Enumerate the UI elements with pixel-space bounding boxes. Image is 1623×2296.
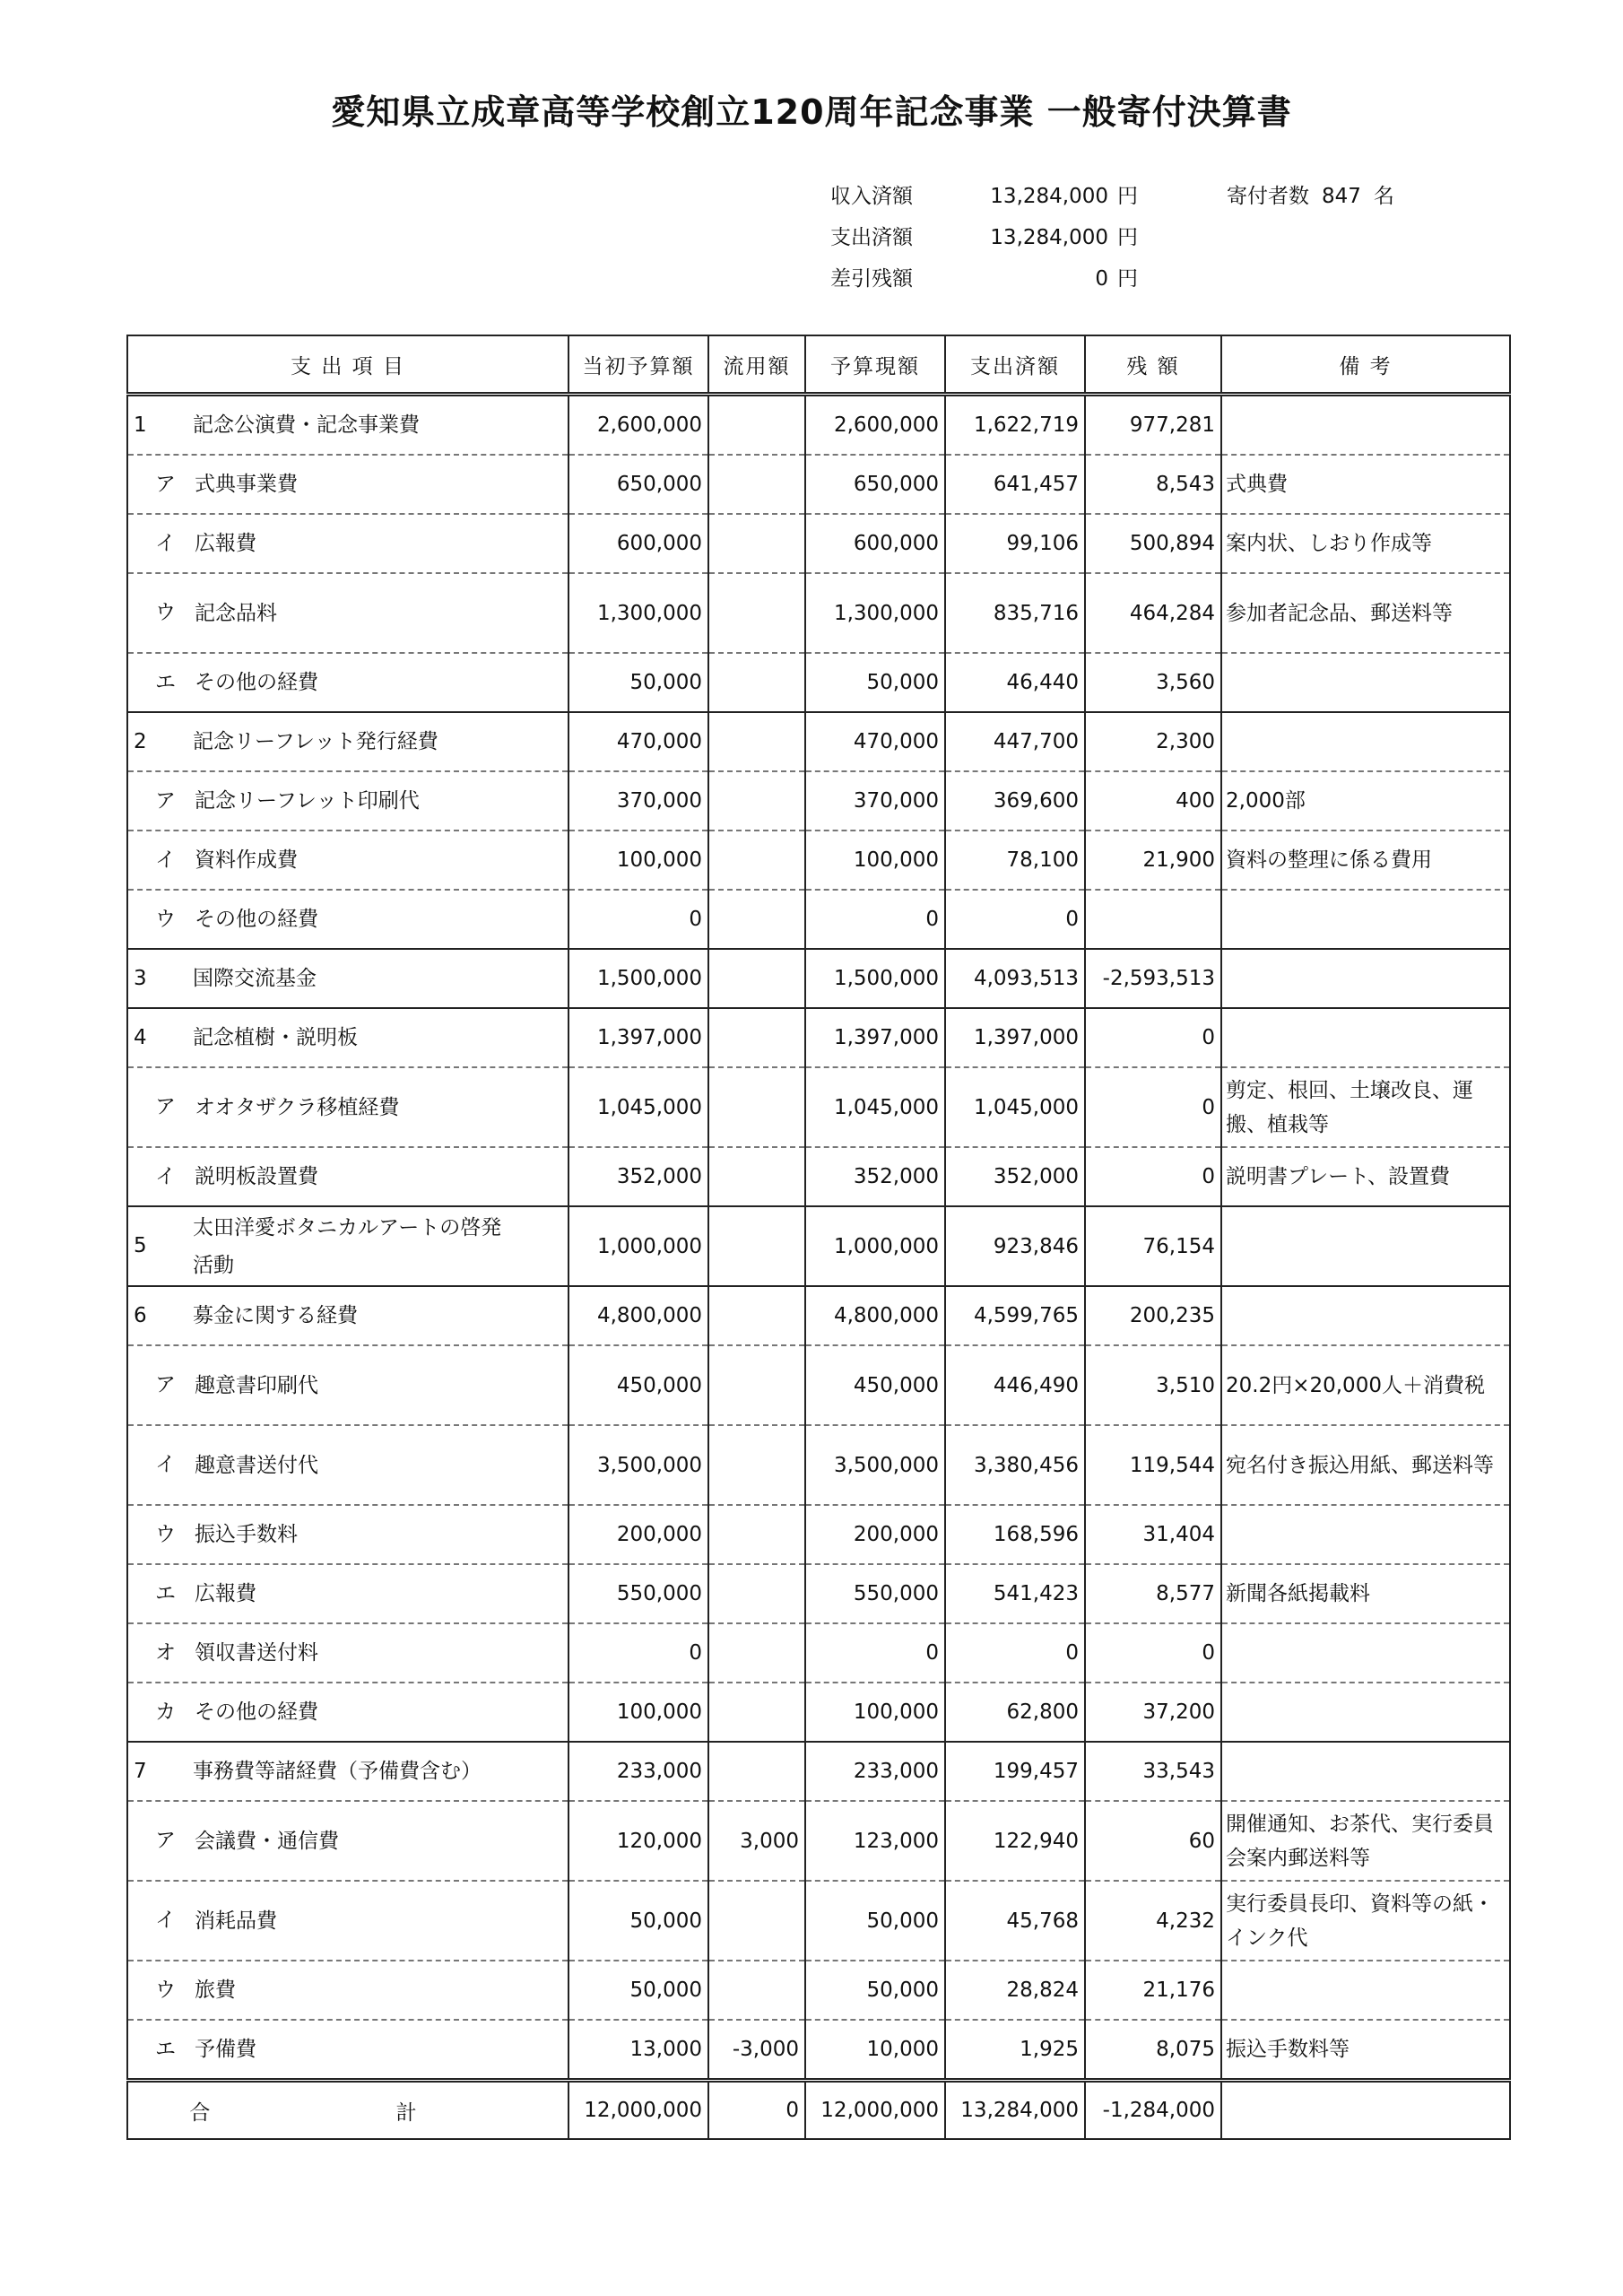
item-symbol: ア [155, 1373, 176, 1396]
cell-current: 1,045,000 [805, 1067, 945, 1147]
cell-initial: 370,000 [568, 771, 708, 831]
cell-spent: 168,596 [945, 1505, 1085, 1564]
cell-transfer [708, 1008, 805, 1067]
cell-spent: 4,093,513 [945, 949, 1085, 1008]
cell-transfer [708, 653, 805, 712]
cell-item [127, 712, 568, 771]
cell-current: 10,000 [805, 2020, 945, 2081]
cell-initial: 50,000 [568, 1961, 708, 2020]
cell-item [127, 1345, 568, 1425]
settlement-table [126, 335, 1511, 2140]
cell-initial: 100,000 [568, 831, 708, 890]
item-label: 広報費 [195, 1582, 256, 1605]
item-number: 4 [134, 1025, 147, 1049]
cell-initial: 3,500,000 [568, 1425, 708, 1505]
item-label: 説明板設置費 [195, 1165, 318, 1188]
cell-note: 新聞各紙掲載料 [1221, 1564, 1510, 1623]
item-symbol: エ [155, 1581, 176, 1605]
table-row [127, 1564, 1510, 1623]
cell-spent: 99,106 [945, 514, 1085, 573]
item-label: 広報費 [195, 532, 256, 555]
cell-spent: 446,490 [945, 1345, 1085, 1425]
cell-current: 100,000 [805, 831, 945, 890]
item-label: 事務費等諸経費（予備費含む） [193, 1760, 482, 1783]
donor-label: 寄付者数 [1227, 185, 1309, 208]
cell-balance: 464,284 [1085, 573, 1221, 653]
cell-balance: 33,543 [1085, 1742, 1221, 1801]
cell-transfer [708, 1206, 805, 1286]
summary-label: 支出済額 [830, 226, 913, 249]
item-label: 募金に関する経費 [193, 1304, 358, 1327]
cell-balance: 0 [1085, 1147, 1221, 1206]
cell-spent: 62,800 [945, 1683, 1085, 1742]
table-row [127, 455, 1510, 514]
item-symbol: イ [155, 1453, 176, 1476]
cell-item [127, 1286, 568, 1345]
cell-current: 1,500,000 [805, 949, 945, 1008]
cell-item [127, 514, 568, 573]
table-row [127, 890, 1510, 949]
cell-note: 剪定、根回、土壌改良、運搬、植栽等 [1221, 1067, 1510, 1147]
cell-note: 20.2円×20,000人＋消費税 [1221, 1345, 1510, 1425]
summary-label: 収入済額 [830, 185, 913, 208]
cell-spent: 352,000 [945, 1147, 1085, 1206]
cell-current: 352,000 [805, 1147, 945, 1206]
donor-count [1227, 176, 1407, 217]
total-transfer: 0 [708, 2081, 805, 2140]
item-label: 領収書送付料 [195, 1641, 318, 1665]
summary-row-balance [830, 258, 1153, 300]
cell-current: 450,000 [805, 1345, 945, 1425]
cell-transfer [708, 514, 805, 573]
cell-transfer: -3,000 [708, 2020, 805, 2081]
cell-balance: 4,232 [1085, 1881, 1221, 1961]
cell-initial: 233,000 [568, 1742, 708, 1801]
cell-current: 0 [805, 1623, 945, 1683]
cell-transfer [708, 1067, 805, 1147]
cell-balance: 119,544 [1085, 1425, 1221, 1505]
cell-item [127, 1067, 568, 1147]
cell-initial: 0 [568, 890, 708, 949]
cell-item [127, 1147, 568, 1206]
cell-transfer [708, 1623, 805, 1683]
cell-transfer [708, 455, 805, 514]
cell-transfer: 3,000 [708, 1801, 805, 1881]
total-current: 12,000,000 [805, 2081, 945, 2140]
item-symbol: ウ [155, 1978, 176, 2002]
cell-spent: 28,824 [945, 1961, 1085, 2020]
cell-note [1221, 1505, 1510, 1564]
cell-current: 1,000,000 [805, 1206, 945, 1286]
cell-transfer [708, 395, 805, 456]
cell-initial: 1,045,000 [568, 1067, 708, 1147]
cell-current: 1,397,000 [805, 1008, 945, 1067]
cell-spent: 45,768 [945, 1881, 1085, 1961]
cell-current: 4,800,000 [805, 1286, 945, 1345]
cell-item [127, 2020, 568, 2081]
cell-current: 123,000 [805, 1801, 945, 1881]
item-label: 趣意書送付代 [195, 1453, 318, 1477]
total-balance: -1,284,000 [1085, 2081, 1221, 2140]
cell-item [127, 1206, 568, 1286]
table-row [127, 395, 1510, 456]
cell-note [1221, 712, 1510, 771]
cell-balance: 400 [1085, 771, 1221, 831]
cell-current: 50,000 [805, 1881, 945, 1961]
cell-item [127, 949, 568, 1008]
cell-balance: 76,154 [1085, 1206, 1221, 1286]
table-row [127, 1206, 1510, 1286]
donor-unit: 名 [1373, 185, 1394, 208]
cell-balance: 8,543 [1085, 455, 1221, 514]
cell-item [127, 1505, 568, 1564]
cell-note: 実行委員長印、資料等の紙・インク代 [1221, 1881, 1510, 1961]
cell-spent: 1,622,719 [945, 395, 1085, 456]
total-initial: 12,000,000 [568, 2081, 708, 2140]
item-label: 国際交流基金 [193, 967, 317, 990]
donor-number: 847 [1322, 185, 1361, 208]
cell-initial: 470,000 [568, 712, 708, 771]
table-row [127, 1801, 1510, 1881]
table-row [127, 771, 1510, 831]
cell-spent: 46,440 [945, 653, 1085, 712]
item-symbol: ア [155, 788, 176, 813]
cell-initial: 650,000 [568, 455, 708, 514]
cell-balance: 21,176 [1085, 1961, 1221, 2020]
cell-transfer [708, 1425, 805, 1505]
cell-note: 案内状、しおり作成等 [1221, 514, 1510, 573]
summary-unit: 円 [1117, 185, 1138, 208]
item-symbol: エ [155, 2037, 176, 2061]
cell-initial: 100,000 [568, 1683, 708, 1742]
item-label: 式典事業費 [195, 473, 298, 496]
cell-balance: -2,593,513 [1085, 949, 1221, 1008]
item-symbol: ウ [155, 907, 176, 931]
cell-transfer [708, 1683, 805, 1742]
cell-note [1221, 1683, 1510, 1742]
item-label: 振込手数料 [195, 1523, 298, 1546]
item-label: その他の経費 [195, 1700, 318, 1724]
cell-current: 50,000 [805, 1961, 945, 2020]
cell-balance: 500,894 [1085, 514, 1221, 573]
item-label: 太田洋愛ボタニカルアートの啓発活動 [193, 1215, 502, 1277]
cell-initial: 200,000 [568, 1505, 708, 1564]
header-balance: 残 額 [1085, 335, 1221, 395]
cell-balance: 0 [1085, 1067, 1221, 1147]
table-row [127, 1425, 1510, 1505]
cell-item [127, 1801, 568, 1881]
cell-note [1221, 1961, 1510, 2020]
item-symbol: エ [155, 670, 176, 694]
cell-balance: 31,404 [1085, 1505, 1221, 1564]
cell-item [127, 1008, 568, 1067]
document-title: 愛知県立成章高等学校創立120周年記念事業 一般寄付決算書 [331, 92, 1292, 132]
cell-transfer [708, 1147, 805, 1206]
header-current: 予算現額 [805, 335, 945, 395]
table-row [127, 1345, 1510, 1425]
cell-spent: 1,397,000 [945, 1008, 1085, 1067]
cell-item [127, 1742, 568, 1801]
cell-note [1221, 949, 1510, 1008]
cell-item [127, 573, 568, 653]
cell-transfer [708, 1881, 805, 1961]
table-body [127, 395, 1510, 2081]
cell-balance: 60 [1085, 1801, 1221, 1881]
cell-balance: 0 [1085, 1623, 1221, 1683]
cell-initial: 1,000,000 [568, 1206, 708, 1286]
summary-unit: 円 [1117, 267, 1138, 291]
cell-current: 550,000 [805, 1564, 945, 1623]
table-row [127, 831, 1510, 890]
item-symbol: ウ [155, 601, 176, 624]
summary-label: 差引残額 [830, 267, 913, 291]
table-row [127, 2020, 1510, 2081]
cell-initial: 0 [568, 1623, 708, 1683]
cell-balance: 200,235 [1085, 1286, 1221, 1345]
cell-transfer [708, 1564, 805, 1623]
cell-spent: 1,045,000 [945, 1067, 1085, 1147]
cell-balance: 8,577 [1085, 1564, 1221, 1623]
cell-current: 1,300,000 [805, 573, 945, 653]
cell-note [1221, 1206, 1510, 1286]
summary-amount: 0 [1095, 267, 1108, 291]
table-total-row [127, 2081, 1510, 2140]
cell-note [1221, 1623, 1510, 1683]
cell-balance [1085, 890, 1221, 949]
cell-transfer [708, 573, 805, 653]
cell-transfer [708, 1505, 805, 1564]
cell-note: 資料の整理に係る費用 [1221, 831, 1510, 890]
item-symbol: カ [155, 1700, 176, 1724]
cell-balance: 21,900 [1085, 831, 1221, 890]
cell-initial: 450,000 [568, 1345, 708, 1425]
cell-item [127, 653, 568, 712]
cell-item [127, 890, 568, 949]
cell-balance: 8,075 [1085, 2020, 1221, 2081]
table-row [127, 712, 1510, 771]
table-row [127, 514, 1510, 573]
item-label: オオタザクラ移植経費 [195, 1095, 400, 1119]
item-symbol: イ [155, 1909, 176, 1932]
header-initial: 当初予算額 [568, 335, 708, 395]
header-item: 支 出 項 目 [127, 335, 568, 395]
cell-note: 宛名付き振込用紙、郵送料等 [1221, 1425, 1510, 1505]
cell-balance: 37,200 [1085, 1683, 1221, 1742]
table-row [127, 1683, 1510, 1742]
item-number: 3 [134, 966, 147, 990]
item-label: 趣意書印刷代 [195, 1373, 318, 1397]
cell-note [1221, 653, 1510, 712]
item-symbol: ウ [155, 1522, 176, 1546]
cell-item [127, 1425, 568, 1505]
cell-balance: 3,510 [1085, 1345, 1221, 1425]
cell-spent: 0 [945, 890, 1085, 949]
item-label: 予備費 [195, 2038, 256, 2061]
table-row [127, 1505, 1510, 1564]
cell-current: 470,000 [805, 712, 945, 771]
item-number: 7 [134, 1759, 147, 1783]
cell-note: 参加者記念品、郵送料等 [1221, 573, 1510, 653]
item-number: 2 [134, 729, 147, 753]
cell-transfer [708, 712, 805, 771]
cell-initial: 4,800,000 [568, 1286, 708, 1345]
cell-note: 振込手数料等 [1221, 2020, 1510, 2081]
cell-spent: 199,457 [945, 1742, 1085, 1801]
item-label: 旅費 [195, 1979, 236, 2002]
cell-initial: 352,000 [568, 1147, 708, 1206]
table-row [127, 1623, 1510, 1683]
item-number: 5 [134, 1234, 147, 1257]
cell-item [127, 1961, 568, 2020]
cell-spent: 923,846 [945, 1206, 1085, 1286]
cell-spent: 0 [945, 1623, 1085, 1683]
item-symbol: ア [155, 1829, 176, 1852]
cell-note: 説明書プレート、設置費 [1221, 1147, 1510, 1206]
cell-current: 50,000 [805, 653, 945, 712]
cell-item [127, 1683, 568, 1742]
table-row [127, 1881, 1510, 1961]
item-label: 記念リーフレット印刷代 [195, 789, 420, 813]
table-row [127, 1286, 1510, 1345]
item-symbol: ア [155, 472, 176, 496]
cell-spent: 4,599,765 [945, 1286, 1085, 1345]
table-row [127, 949, 1510, 1008]
cell-initial: 50,000 [568, 653, 708, 712]
cell-current: 2,600,000 [805, 395, 945, 456]
cell-spent: 447,700 [945, 712, 1085, 771]
cell-note [1221, 1286, 1510, 1345]
header-note: 備 考 [1221, 335, 1510, 395]
cell-spent: 1,925 [945, 2020, 1085, 2081]
cell-note: 2,000部 [1221, 771, 1510, 831]
cell-note [1221, 395, 1510, 456]
cell-spent: 122,940 [945, 1801, 1085, 1881]
item-symbol: オ [155, 1640, 176, 1665]
item-number: 1 [134, 413, 147, 437]
table-row [127, 1742, 1510, 1801]
table-row [127, 1147, 1510, 1206]
cell-transfer [708, 771, 805, 831]
item-label: 記念植樹・説明板 [193, 1026, 358, 1049]
summary-row-expense [830, 217, 1153, 258]
summary-block [830, 176, 1153, 300]
cell-current: 600,000 [805, 514, 945, 573]
cell-current: 370,000 [805, 771, 945, 831]
table-header-row [127, 335, 1510, 395]
cell-spent: 369,600 [945, 771, 1085, 831]
item-label: 会議費・通信費 [195, 1829, 339, 1853]
cell-spent: 835,716 [945, 573, 1085, 653]
item-symbol: イ [155, 1164, 176, 1188]
cell-initial: 600,000 [568, 514, 708, 573]
total-label: 合 計 [127, 2081, 568, 2140]
cell-item [127, 1623, 568, 1683]
cell-note: 式典費 [1221, 455, 1510, 514]
table-row [127, 573, 1510, 653]
item-label: その他の経費 [195, 671, 318, 694]
cell-spent: 3,380,456 [945, 1425, 1085, 1505]
cell-current: 650,000 [805, 455, 945, 514]
cell-spent: 641,457 [945, 455, 1085, 514]
summary-amount: 13,284,000 [990, 185, 1108, 208]
item-label: 消耗品費 [195, 1909, 277, 1933]
item-label: 記念品料 [195, 601, 277, 625]
cell-initial: 1,397,000 [568, 1008, 708, 1067]
total-spent: 13,284,000 [945, 2081, 1085, 2140]
cell-transfer [708, 1345, 805, 1425]
item-label: その他の経費 [195, 908, 318, 931]
table-row [127, 1067, 1510, 1147]
cell-initial: 1,500,000 [568, 949, 708, 1008]
cell-balance: 977,281 [1085, 395, 1221, 456]
cell-transfer [708, 1286, 805, 1345]
cell-transfer [708, 949, 805, 1008]
table-row [127, 653, 1510, 712]
cell-transfer [708, 1742, 805, 1801]
cell-spent: 78,100 [945, 831, 1085, 890]
header-transfer: 流用額 [708, 335, 805, 395]
table-row [127, 1961, 1510, 2020]
cell-current: 200,000 [805, 1505, 945, 1564]
item-symbol: ア [155, 1095, 176, 1118]
cell-transfer [708, 890, 805, 949]
cell-initial: 550,000 [568, 1564, 708, 1623]
table-row [127, 1008, 1510, 1067]
cell-current: 0 [805, 890, 945, 949]
cell-initial: 2,600,000 [568, 395, 708, 456]
cell-initial: 1,300,000 [568, 573, 708, 653]
summary-amount: 13,284,000 [990, 226, 1108, 249]
cell-item [127, 1881, 568, 1961]
cell-current: 100,000 [805, 1683, 945, 1742]
cell-balance: 2,300 [1085, 712, 1221, 771]
item-label: 資料作成費 [195, 848, 298, 872]
cell-item [127, 831, 568, 890]
summary-row-income [830, 176, 1153, 217]
cell-item [127, 395, 568, 456]
total-note [1221, 2081, 1510, 2140]
cell-current: 3,500,000 [805, 1425, 945, 1505]
cell-transfer [708, 831, 805, 890]
cell-initial: 120,000 [568, 1801, 708, 1881]
cell-item [127, 1564, 568, 1623]
cell-note: 開催通知、お茶代、実行委員会案内郵送料等 [1221, 1801, 1510, 1881]
cell-initial: 50,000 [568, 1881, 708, 1961]
item-number: 6 [134, 1303, 147, 1327]
item-symbol: イ [155, 848, 176, 872]
summary-unit: 円 [1117, 226, 1138, 249]
cell-note [1221, 1008, 1510, 1067]
item-symbol: イ [155, 531, 176, 555]
cell-item [127, 455, 568, 514]
cell-current: 233,000 [805, 1742, 945, 1801]
cell-balance: 0 [1085, 1008, 1221, 1067]
cell-item [127, 771, 568, 831]
cell-note [1221, 1742, 1510, 1801]
item-label: 記念リーフレット発行経費 [193, 730, 438, 753]
cell-initial: 13,000 [568, 2020, 708, 2081]
cell-spent: 541,423 [945, 1564, 1085, 1623]
cell-balance: 3,560 [1085, 653, 1221, 712]
cell-note [1221, 890, 1510, 949]
cell-transfer [708, 1961, 805, 2020]
item-label: 記念公演費・記念事業費 [193, 413, 420, 437]
header-spent: 支出済額 [945, 335, 1085, 395]
